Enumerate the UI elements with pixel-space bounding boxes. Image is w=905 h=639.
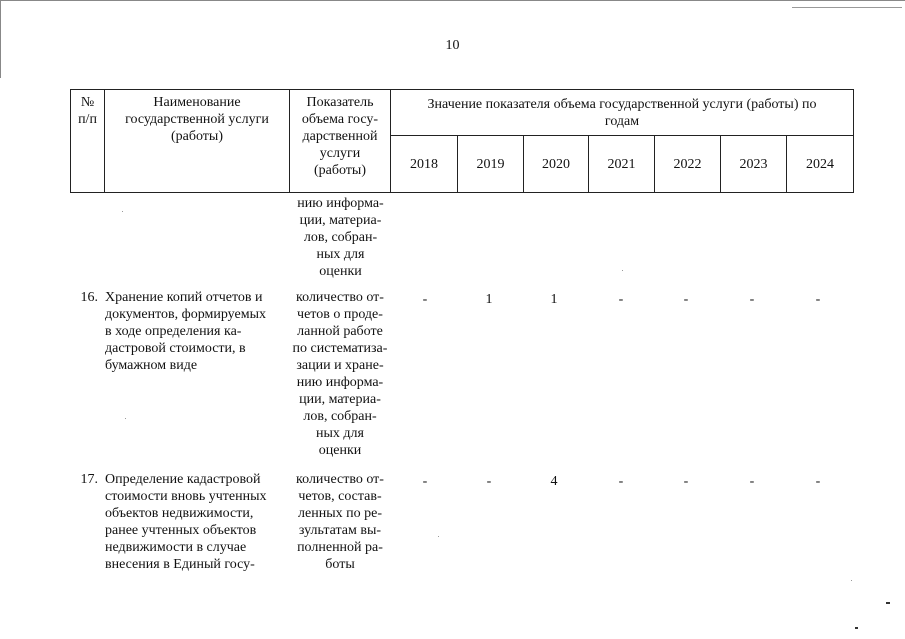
row-17-value-2024: -	[815, 474, 821, 489]
header-year-2024: 2024	[787, 136, 854, 193]
row-16-value-2024: -	[815, 292, 821, 307]
scan-speck	[122, 211, 123, 212]
right-edge-mark	[792, 7, 902, 8]
row-16-value-2022: -	[683, 292, 689, 307]
header-service-name: Наименование государственной услуги (работы)	[105, 90, 290, 193]
row-17-value-2018: -	[422, 474, 428, 489]
header-year-2022: 2022	[655, 136, 721, 193]
header-year-2023: 2023	[721, 136, 787, 193]
header-values-title: Значение показателя объема государственной услуги (работы) по годам	[391, 90, 854, 136]
scan-speck	[622, 270, 623, 271]
header-indicator: Показатель объема госу- дарственной услуги (работы)	[290, 90, 391, 193]
page-number: 10	[445, 38, 460, 53]
row-16-value-2020: 1	[550, 292, 558, 307]
row-17-indicator: количество от- четов, состав- ленных по ре- зультатам вы- полненной ра- боты	[296, 472, 384, 572]
row-16-value-2018: -	[422, 292, 428, 307]
row-16-value-2019: 1	[485, 292, 493, 307]
row-16-service-name: Хранение копий отчетов и документов, формируемых в ходе определения ка- дастровой стоимости, в бумажном виде	[105, 290, 266, 373]
header-year-2018: 2018	[391, 136, 458, 193]
row-16-number: 16.	[80, 290, 98, 305]
scan-speck	[438, 536, 439, 537]
header-year-2019: 2019	[458, 136, 524, 193]
row-17-number: 17.	[80, 472, 98, 487]
header-year-2020: 2020	[524, 136, 589, 193]
row-17-value-2021: -	[618, 474, 624, 489]
row-17-value-2019: -	[486, 474, 492, 489]
scan-speck	[851, 580, 852, 581]
top-edge-line	[0, 0, 905, 1]
scan-mark	[855, 627, 858, 629]
row-17-value-2022: -	[683, 474, 689, 489]
row-16-value-2023: -	[749, 292, 755, 307]
continuation-indicator: нию информа- ции, материа- лов, собран- ных для оценки	[297, 196, 384, 279]
scan-speck	[125, 418, 126, 419]
header-number: № п/п	[71, 90, 105, 193]
row-17-value-2020: 4	[550, 474, 558, 489]
row-17-service-name: Определение кадастровой стоимости вновь учтенных объектов недвижимости, ранее учтенных объектов недвижимости в случае внесения в Единый госу-	[105, 472, 267, 572]
row-17-value-2023: -	[749, 474, 755, 489]
row-16-indicator: количество от- четов о проде- ланной работе по систематиза- зации и хране- нию информа- ции, материа- лов, собран- ных для оценки	[292, 290, 388, 458]
row-16-value-2021: -	[618, 292, 624, 307]
header-year-2021: 2021	[589, 136, 655, 193]
scan-mark	[886, 602, 890, 604]
table-header	[70, 89, 854, 193]
